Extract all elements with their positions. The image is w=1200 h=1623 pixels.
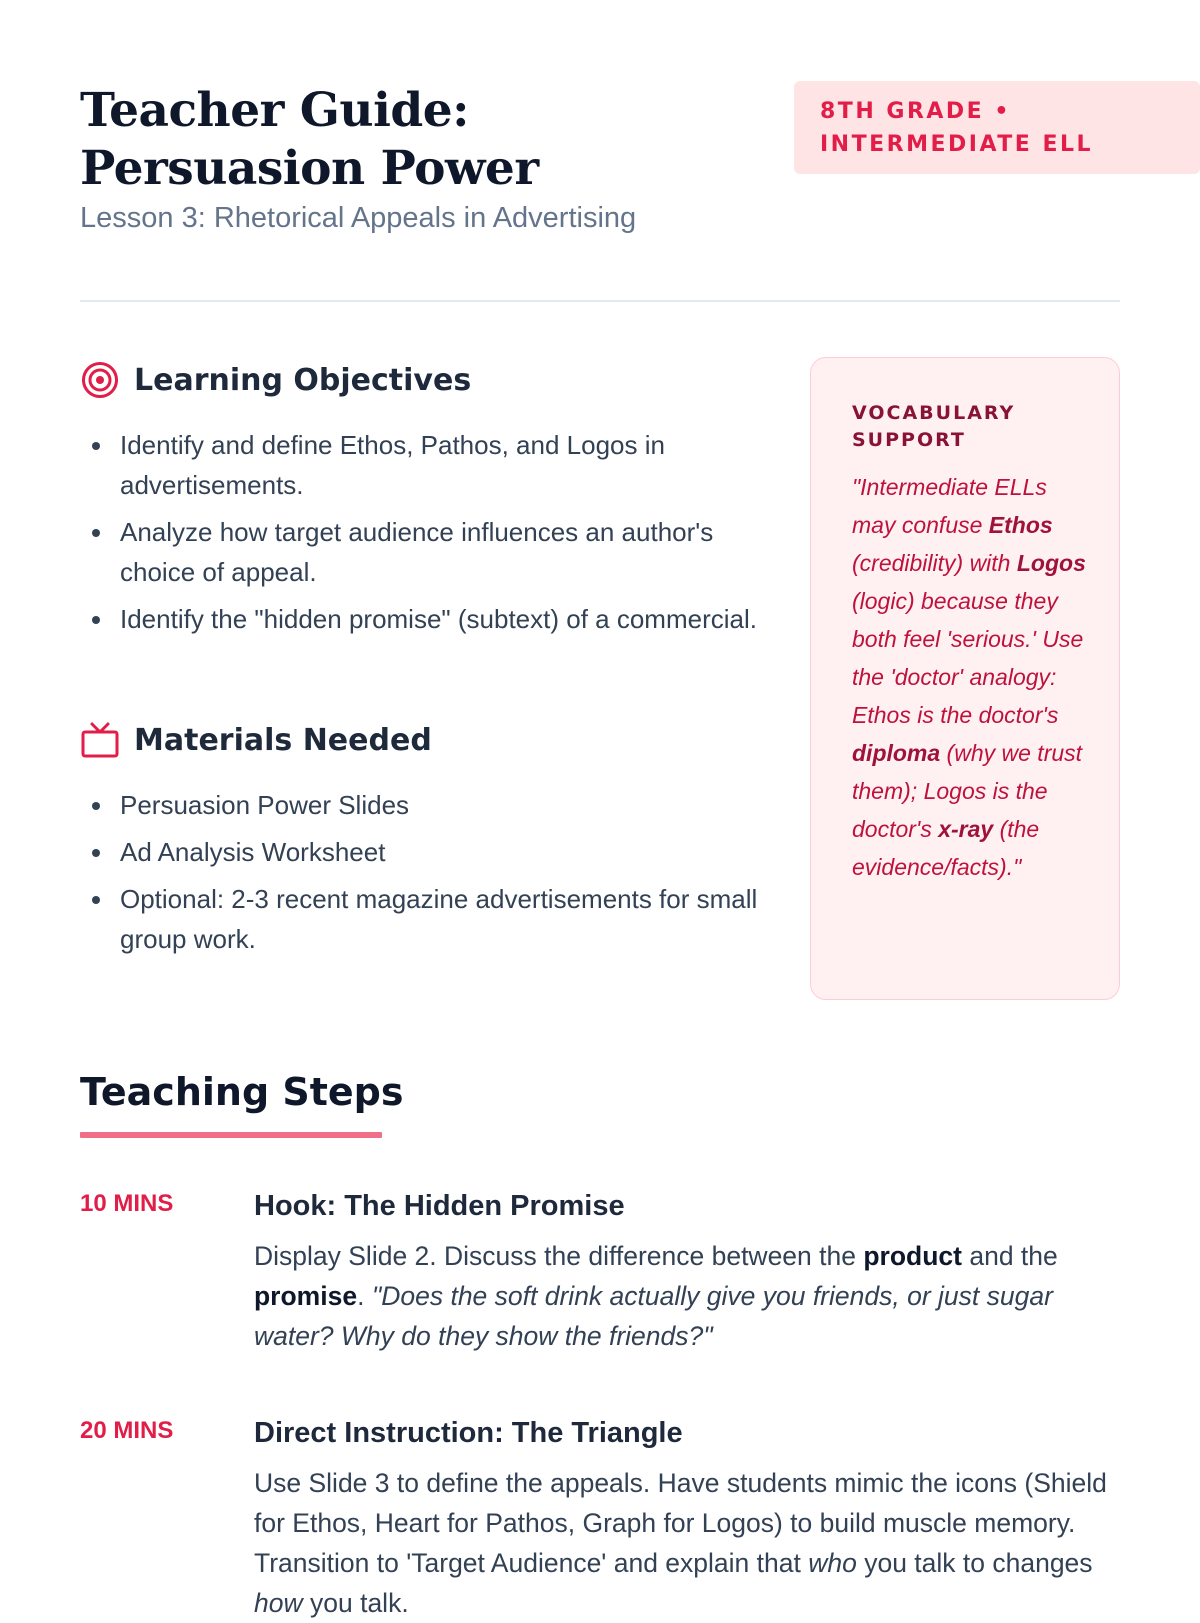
objectives-list (90, 425, 760, 646)
vocabulary-support-title: VOCABULARY SUPPORT (852, 402, 1016, 451)
list-item: Identify and define Ethos, Pathos, and Logos in advertisements. (90, 425, 760, 505)
step-duration: 10 MINS (80, 1190, 174, 1217)
list-item: Analyze how target audience influences an author's choice of appeal. (90, 512, 760, 592)
objectives-heading (80, 360, 471, 400)
target-icon (80, 360, 120, 400)
list-item: Identify the "hidden promise" (subtext) of a commercial. (90, 599, 760, 639)
list-item: Ad Analysis Worksheet (90, 832, 760, 872)
step-body (254, 1413, 1120, 1623)
list-item: Persuasion Power Slides (90, 785, 760, 825)
materials-heading (80, 720, 432, 760)
teaching-steps-underline (80, 1132, 382, 1138)
header-divider (80, 300, 1120, 302)
step-title: Hook: The Hidden Promise (254, 1190, 625, 1222)
step-description: Use Slide 3 to define the appeals. Have students mimic the icons (Shield for Ethos, Heart for Pathos, Graph for Logos) to build muscle memory. Transition to 'Target Audience' and explain that who you talk to changes how you talk. (254, 1468, 1107, 1618)
materials-heading-label: Materials Needed (134, 722, 432, 758)
vocabulary-support-card (810, 357, 1120, 1000)
page-header (80, 80, 1120, 240)
teaching-steps-heading: Teaching Steps (80, 1070, 404, 1114)
step-description: Display Slide 2. Discuss the difference between the product and the promise. "Does the soft drink actually give you friends, or just sugar water? Why do they show the friends?" (254, 1241, 1058, 1351)
materials-list (90, 785, 760, 966)
step-title: Direct Instruction: The Triangle (254, 1417, 683, 1449)
tv-icon (80, 720, 120, 760)
page-title: Teacher Guide: Persuasion Power (80, 83, 539, 196)
grade-level-badge: 8TH GRADE • INTERMEDIATE ELL (794, 81, 1200, 174)
objectives-heading-label: Learning Objectives (134, 362, 472, 398)
step-body (254, 1186, 1120, 1356)
step-duration: 20 MINS (80, 1417, 174, 1444)
vocabulary-support-quote: "Intermediate ELLs may confuse Ethos (credibility) with Logos (logic) because they both feel 'serious.' Use the 'doctor' analogy: Ethos is the doctor's diploma (why we trust them); Logos is the doctor's x-ray (the evidence/facts)." (852, 474, 1086, 880)
list-item: Optional: 2-3 recent magazine advertisements for small group work. (90, 879, 760, 959)
page-subtitle: Lesson 3: Rhetorical Appeals in Advertising (80, 202, 637, 234)
